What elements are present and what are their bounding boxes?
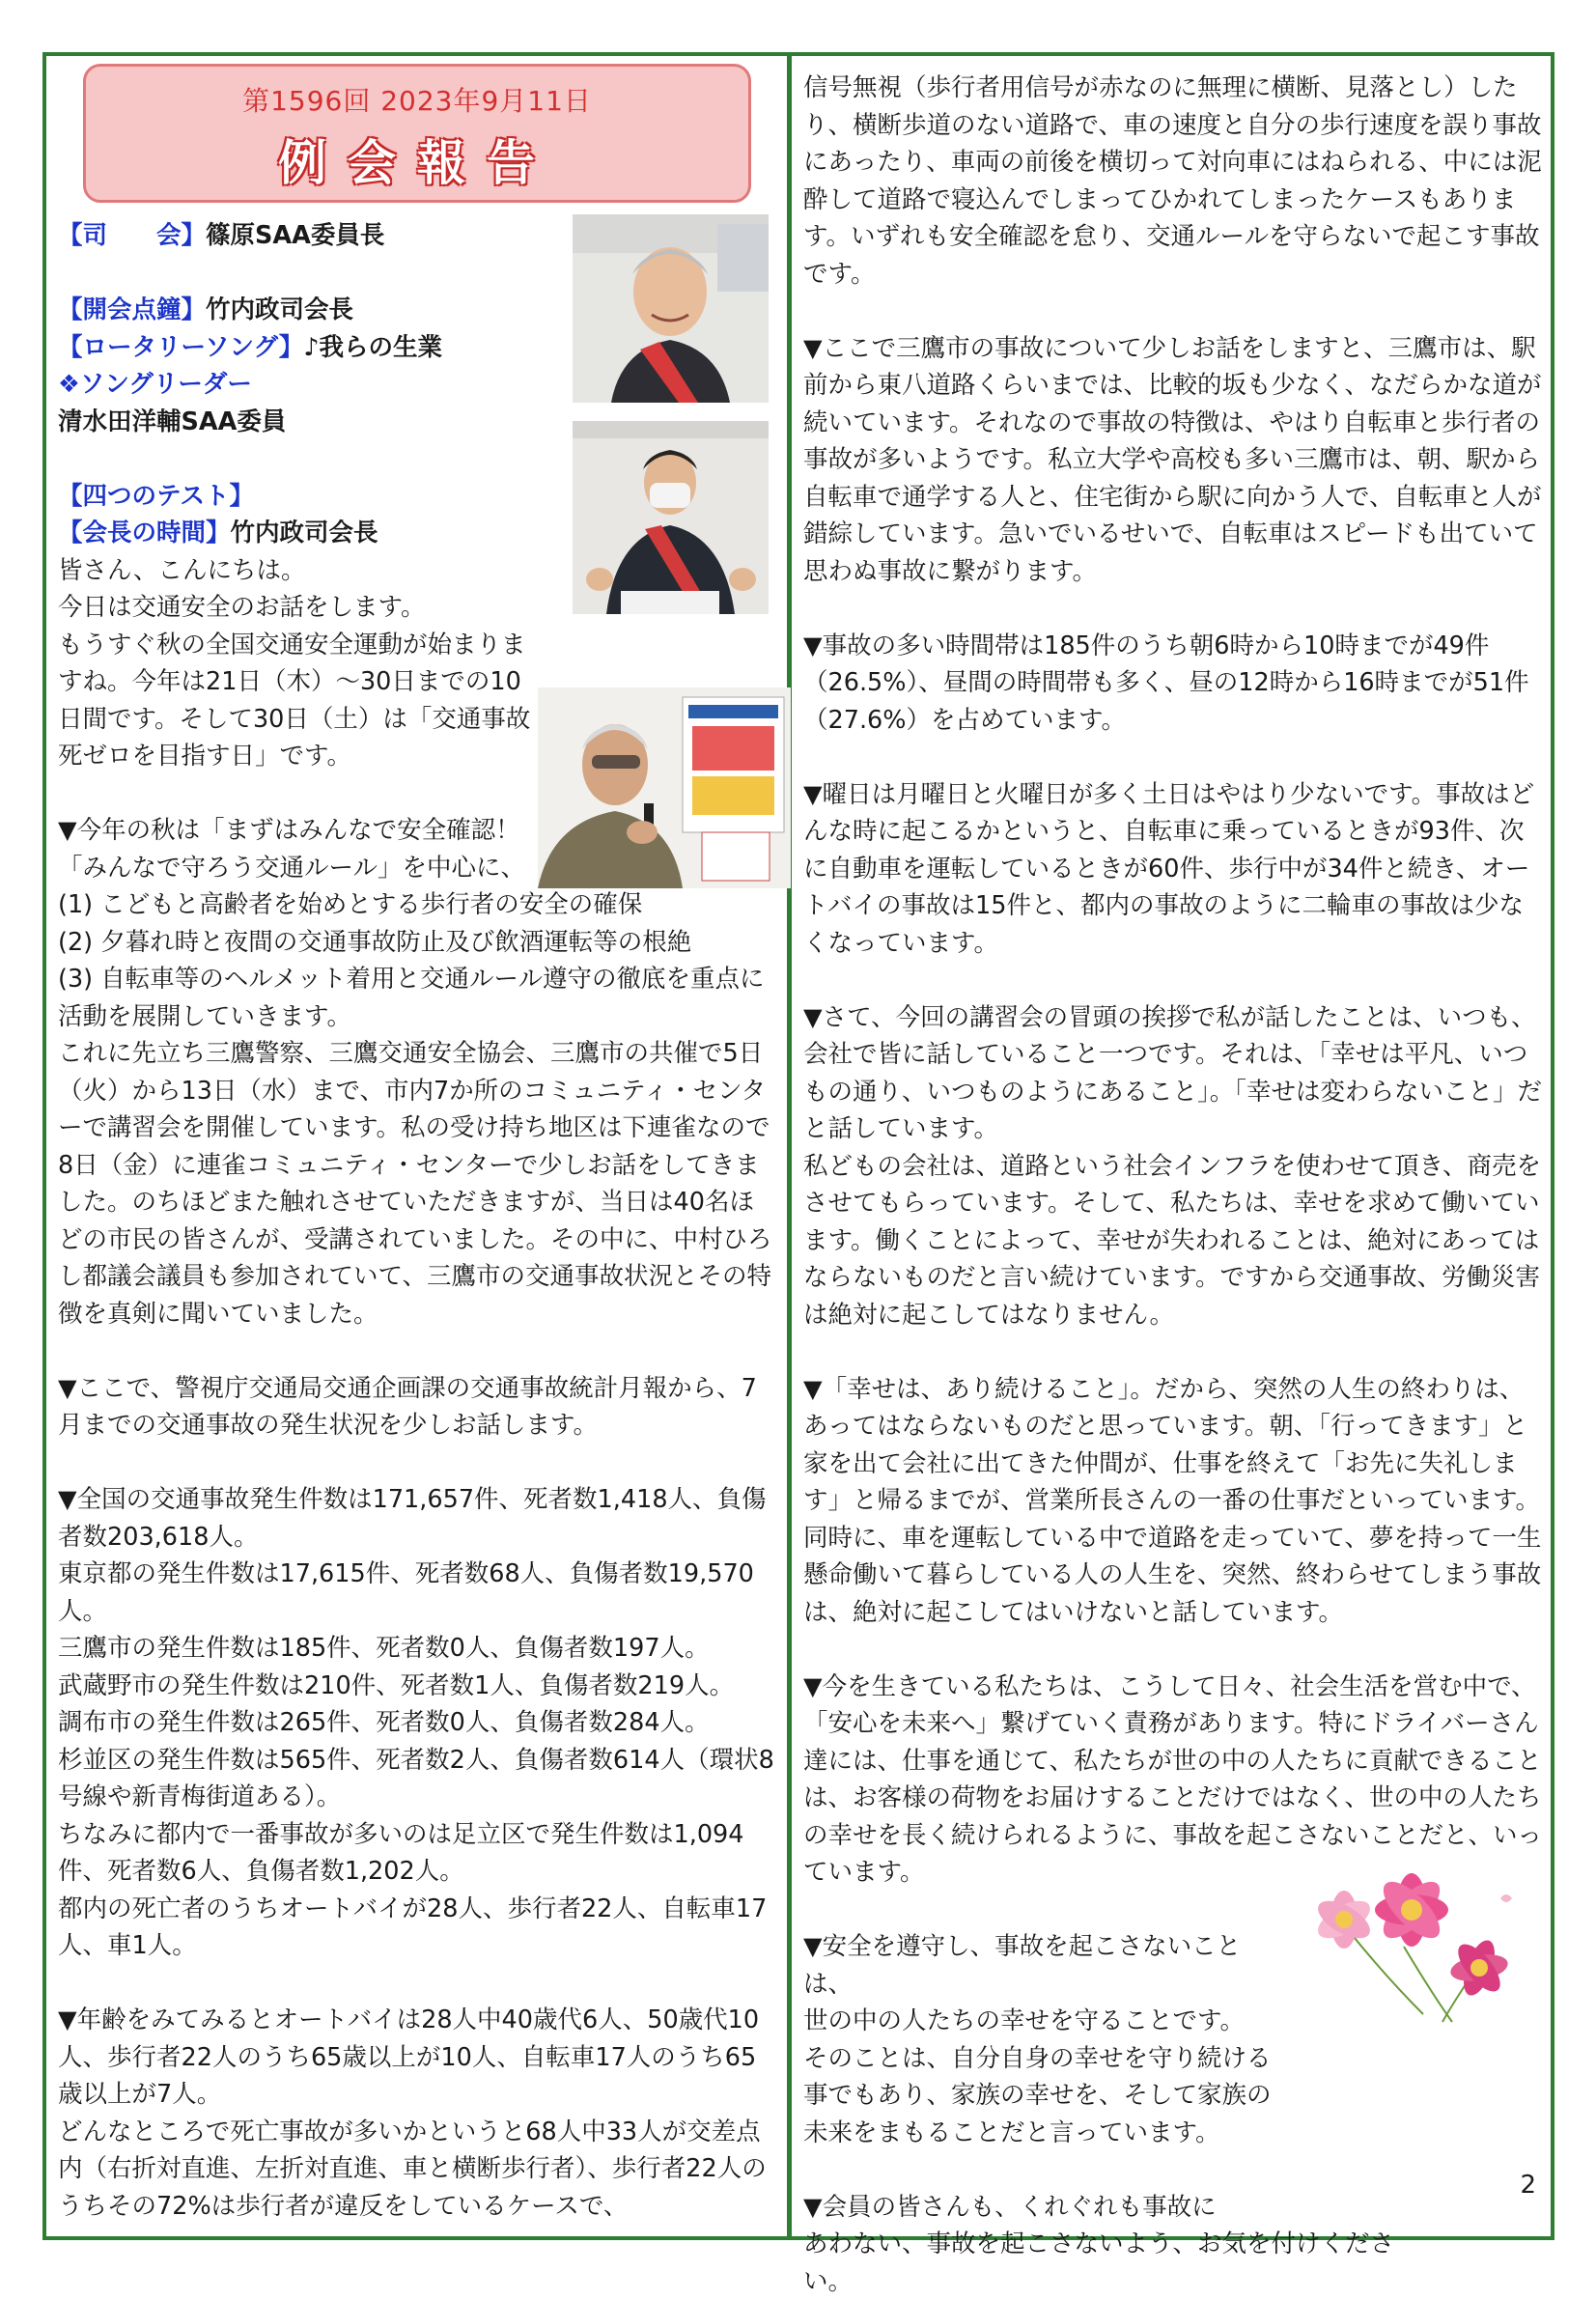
paragraph-gap: [803, 962, 1547, 999]
closing-paragraph: 世の中の人たちの幸せを守ることです。: [803, 2006, 1245, 2035]
closing-paragraph: ▼会員の皆さんも、くれぐれも事故に: [803, 2192, 1217, 2222]
left-paragraph: 東京都の発生件数は17,615件、死者数68人、負傷者数19,570人。: [58, 1559, 754, 1626]
right-paragraph: ▼「幸せは、あり続けること」。だから、突然の人生の終わりは、あってはならないものだと思っています。朝、「行ってきます」と家を出て会社に出てきた仲間が、仕事を終えて「お先に失礼します」と帰るまでが、営業所長さんの一番の仕事だといっています。同時に、車を運転している中で道路を走っていて、夢を持って一生懸命働いて暮らしている人の人生を、突然、終わらせてしまう事故は、絶対に起こしてはいけないと話しています。: [803, 1374, 1542, 1627]
left-paragraph: (3) 自転車等のヘルメット着用と交通ルール遵守の徹底を重点に活動を展開していきます。: [58, 965, 765, 1031]
closing-remarks: [803, 1928, 1395, 2300]
left-paragraph: (1) こどもと高齢者を始めとする歩行者の安全の確保: [58, 890, 643, 919]
left-paragraph: もうすぐ秋の全国交通安全運動が始まりますね。今年は21日（木）～30日までの10日間です。そして30日（土）は「交通事故死ゼロを目指す日」です。: [58, 630, 531, 771]
president-speech-left: [58, 552, 777, 2226]
paragraph-gap: [803, 2151, 1276, 2189]
left-paragraph: (2) 夕暮れ時と夜間の交通事故防止及び飲酒運転等の根絶: [58, 927, 692, 957]
left-paragraph: ▼全国の交通事故発生件数は171,657件、死者数1,418人、負傷者数203,618人。: [58, 1485, 767, 1552]
left-paragraph: 調布市の発生件数は265件、死者数0人、負傷者数284人。: [58, 1708, 710, 1737]
paragraph-gap: [803, 739, 1547, 776]
paragraph-gap: [58, 1445, 777, 1482]
left-paragraph: 三鷹市の発生件数は185件、死者数0人、負傷者数197人。: [58, 1634, 710, 1663]
program-item-four-way-test: 【四つのテスト】: [58, 481, 254, 511]
left-column: [58, 217, 777, 2225]
paragraph-gap: [803, 590, 1547, 628]
program-item-president-time: 【会長の時間】竹内政司会長: [58, 519, 378, 547]
right-paragraph: ▼曜日は月曜日と火曜日が多く土日はやはり少ないです。事故はどんな時に起こるかというと、自転車に乗っているときが93件、次に自動車を運転しているときが60件、歩行中が34件と続き、オートバイの事故は15件と、都内の事故のように二輪車の事故は少なくなっています。: [803, 779, 1535, 958]
right-paragraph: ▼ここで三鷹市の事故について少しお話をしますと、三鷹市は、駅前から東八道路くらいまでは、比較的坂も少なく、なだらかな道が続いています。それなので事故の特徴は、やはり自転車と歩行者の事故が多いようです。私立大学や高校も多い三鷹市は、朝、駅から自転車で通学する人と、住宅街から駅に向かう人で、自転車と人が錯綜しています。急いでいるせいで、自転車はスピードも出ていて思わぬ事故に繋がります。: [803, 333, 1542, 586]
paragraph-gap: [803, 1333, 1547, 1371]
left-paragraph: ▼今年の秋は「まずはみんなで安全確認！「みんなで守ろう交通ルール」を中心に、: [58, 816, 525, 883]
left-paragraph: 皆さん、こんにちは。: [58, 555, 306, 585]
program-item-chair: 【司 会】篠原SAA委員長: [58, 221, 385, 250]
closing-paragraph: そのことは、自分自身の幸せを守り続ける: [803, 2043, 1272, 2073]
paragraph-gap: [803, 293, 1547, 330]
closing-paragraph: 事でもあり、家族の幸せを、そして家族の: [803, 2081, 1272, 2110]
left-paragraph: 杉並区の発生件数は565件、死者数2人、負傷者数614人（環状8号線や新青梅街道ある）。: [58, 1745, 774, 1811]
closing-paragraph: 未来をまもることだと言っています。: [803, 2118, 1220, 2147]
paragraph-gap: [58, 1965, 777, 2003]
paragraph-gap: [803, 1631, 1547, 1669]
closing-paragraph: ▼安全を遵守し、事故を起こさないことは、: [803, 1932, 1242, 1999]
program-item-opening-bell: 【開会点鐘】竹内政司会長: [58, 295, 354, 324]
left-paragraph: 今日は交通安全のお話をします。: [58, 593, 426, 622]
closing-paragraph: あわない、事故を起こさないよう、お気を付けください。: [803, 2230, 1395, 2296]
column-divider: [787, 52, 792, 2240]
left-paragraph: ちなみに都内で一番事故が多いのは足立区で発生件数は1,094件、死者数6人、負傷者数1,202人。: [58, 1819, 744, 1886]
left-paragraph: 都内の死亡者のうちオートバイが28人、歩行者22人、自転車17人、車1人。: [58, 1893, 768, 1960]
right-paragraph: ▼事故の多い時間帯は185件のうち朝6時から10時までが49件（26.5%）、昼間の時間帯も多く、昼の12時から16時までが51件（27.6%）を占めています。: [803, 631, 1529, 735]
right-paragraph: 私どもの会社は、道路という社会インフラを使わせて頂き、商売をさせてもらっています。そして、私たちは、幸せを求めて働いています。働くことによって、幸せが失われることは、絶対にあってはならないものだと言い続けています。ですから交通事故、労働災害は絶対に起こしてはなりません。: [803, 1151, 1541, 1330]
cosmos-flower-illustration: [1288, 1860, 1533, 2024]
paragraph-gap: [58, 775, 777, 813]
left-paragraph: どんなところで死亡事故が多いかというと68人中33人が交差点内（右折対直進、左折対直進、車と横断歩行者）、歩行者22人のうちその72%は歩行者が違反をしているケースで、: [58, 2117, 767, 2221]
paragraph-gap: [58, 1332, 777, 1370]
right-paragraph: 信号無視（歩行者用信号が赤なのに無理に横断、見落とし）したり、横断歩道のない道路で、車の速度と自分の歩行速度を誤り事故にあったり、車両の前後を横切って対向車にはねられる、中には泥酔して道路で寝込んでしまってひかれてしまったケースもあります。いずれも安全確認を怠り、交通ルールを守らないで起こす事故です。: [803, 73, 1542, 289]
report-title: 例会報告: [278, 135, 556, 191]
report-banner: [83, 64, 751, 203]
meeting-date: 第1596回 2023年9月11日: [242, 85, 592, 117]
program-item-rotary-song: 【ロータリーソング】♪我らの生業: [58, 332, 443, 362]
page-number: 2: [1520, 2171, 1536, 2200]
left-paragraph: 武蔵野市の発生件数は210件、死者数1人、負傷者数219人。: [58, 1670, 735, 1700]
left-paragraph: ▼年齢をみてみるとオートバイは28人中40歳代6人、50歳代10人、歩行者22人のうち65歳以上が10人、自転車17人のうち65歳以上が7人。: [58, 2005, 760, 2109]
left-paragraph: ▼ここで、警視庁交通局交通企画課の交通事故統計月報から、7月までの交通事故の発生状況を少しお話します。: [58, 1373, 757, 1440]
right-paragraph: ▼今を生きている私たちは、こうして日々、社会生活を営む中で、「安心を未来へ」繋げていく責務があります。特にドライバーさん達には、仕事を通じて、私たちが世の中の人たちに貢献できることは、お客様の荷物をお届けすることだけではなく、世の中の人たちの幸せを長く続けられるように、事故を起こさないことだと、いっています。: [803, 1671, 1543, 1887]
left-paragraph: これに先立ち三鷹警察、三鷹交通安全協会、三鷹市の共催で5日（火）から13日（水）まで、市内7か所のコミュニティ・センターで講習会を開催しています。私の受け持ち地区は下連雀なので8日（金）に連雀コミュニティ・センターで少しお話をしてきました。のちほどまた触れさせていただきますが、当日は40名ほどの市民の皆さんが、受講されていました。その中に、中村ひろし都議会議員も参加されていて、三鷹市の交通事故状況とその特徴を真剣に聞いていました。: [58, 1039, 772, 1329]
program-item-song-leader-name: 清水田洋輔SAA委員: [58, 407, 287, 436]
program-item-song-leader: ❖ソングリーダー: [58, 370, 252, 399]
program-list: [58, 217, 777, 552]
president-speech-right: [803, 70, 1547, 1892]
right-paragraph: ▼さて、今回の講習会の冒頭の挨拶で私が話したことは、いつも、会社で皆に話していること一つです。それは、「幸せは平凡、いつもの通り、いつものようにあること」。「幸せは変わらないこと」だと話しています。: [803, 1002, 1543, 1143]
